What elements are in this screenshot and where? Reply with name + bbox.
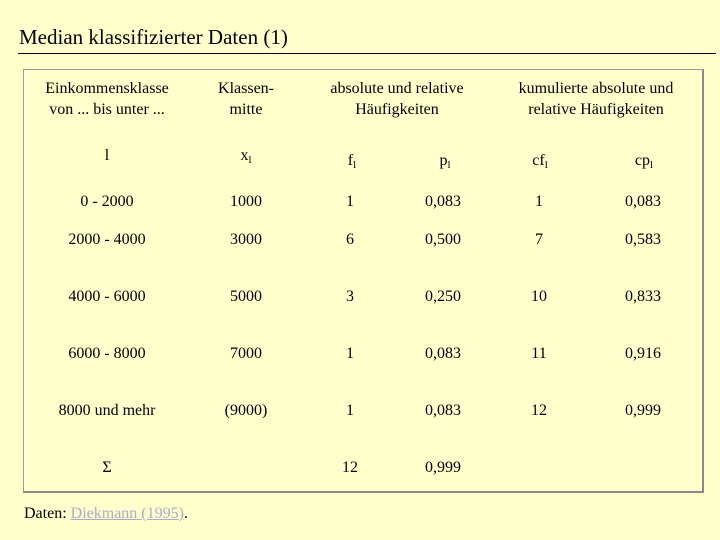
symbol-cp — [635, 151, 653, 171]
symbol-text: cp — [634, 152, 651, 169]
symbol-text: p — [439, 152, 448, 169]
header-text: kumulierte absolute und — [518, 80, 674, 97]
source-suffix: . — [183, 505, 188, 522]
cell-p: 0,083 — [425, 402, 461, 419]
symbol-subscript: l — [248, 154, 252, 166]
cell-klasse: 2000 - 4000 — [68, 231, 146, 248]
cell-klasse: 4000 - 6000 — [68, 288, 146, 305]
source-link[interactable]: Diekmann (1995) — [70, 505, 184, 522]
symbol-text: f — [347, 152, 354, 169]
sum-f: 12 — [342, 459, 358, 476]
cell-p: 0,250 — [425, 288, 461, 305]
cell-cf: 7 — [535, 231, 543, 248]
header-text: Häufigkeiten — [355, 101, 439, 118]
symbol-subscript: l — [447, 159, 451, 171]
symbol-f — [348, 151, 356, 171]
slide-title: Median klassifizierter Daten (1) — [19, 25, 288, 49]
cell-cp: 0,583 — [625, 231, 661, 248]
header-haeufigkeiten — [330, 78, 463, 120]
cell-cf: 11 — [531, 345, 547, 362]
cell-mitte: 5000 — [230, 288, 262, 305]
header-einkommensklasse — [45, 78, 169, 120]
cell-f: 1 — [346, 345, 354, 362]
cell-mitte: 1000 — [230, 193, 262, 210]
cell-mitte: 3000 — [230, 231, 262, 248]
cell-cf: 12 — [531, 402, 547, 419]
header-text: Klassen- — [218, 80, 274, 97]
cell-klasse: 0 - 2000 — [80, 193, 134, 210]
cell-mitte: (9000) — [224, 402, 268, 419]
symbol-text: cf — [532, 152, 545, 169]
symbol-subscript: l — [353, 159, 357, 171]
symbol-cf — [532, 151, 548, 171]
cell-cp: 0,916 — [625, 345, 661, 362]
cell-cp: 0,833 — [625, 288, 661, 305]
cell-p: 0,083 — [425, 345, 461, 362]
header-text: relative Häufigkeiten — [528, 101, 664, 118]
cell-p: 0,083 — [425, 193, 461, 210]
data-table — [23, 69, 704, 493]
cell-f: 3 — [346, 288, 354, 305]
cell-cf: 1 — [535, 193, 543, 210]
symbol-subscript: l — [650, 159, 654, 171]
symbol-p — [439, 151, 450, 171]
header-kumulierte — [519, 78, 674, 120]
symbol-l: l — [104, 147, 110, 164]
cell-f: 1 — [346, 193, 354, 210]
header-text: Einkommensklasse — [45, 80, 169, 97]
cell-klasse: 6000 - 8000 — [68, 345, 146, 362]
cell-f: 1 — [346, 402, 354, 419]
symbol-x — [240, 146, 251, 166]
cell-klasse: 8000 und mehr — [58, 402, 156, 419]
cell-cf: 10 — [531, 288, 547, 305]
data-source — [24, 504, 188, 524]
symbol-subscript: l — [544, 159, 548, 171]
cell-p: 0,500 — [425, 231, 461, 248]
cell-f: 6 — [346, 231, 354, 248]
source-prefix: Daten: — [24, 505, 71, 522]
header-text: von ... bis unter ... — [49, 101, 165, 118]
header-text: mitte — [229, 101, 263, 118]
sum-symbol: Σ — [102, 459, 112, 476]
header-text: absolute und relative — [330, 80, 464, 97]
cell-cp: 0,999 — [625, 402, 661, 419]
symbol-text: x — [240, 147, 249, 164]
sum-p: 0,999 — [425, 459, 461, 476]
cell-mitte: 7000 — [230, 345, 262, 362]
title-underline — [18, 53, 716, 54]
header-klassenmitte — [218, 78, 274, 120]
cell-cp: 0,083 — [625, 193, 661, 210]
